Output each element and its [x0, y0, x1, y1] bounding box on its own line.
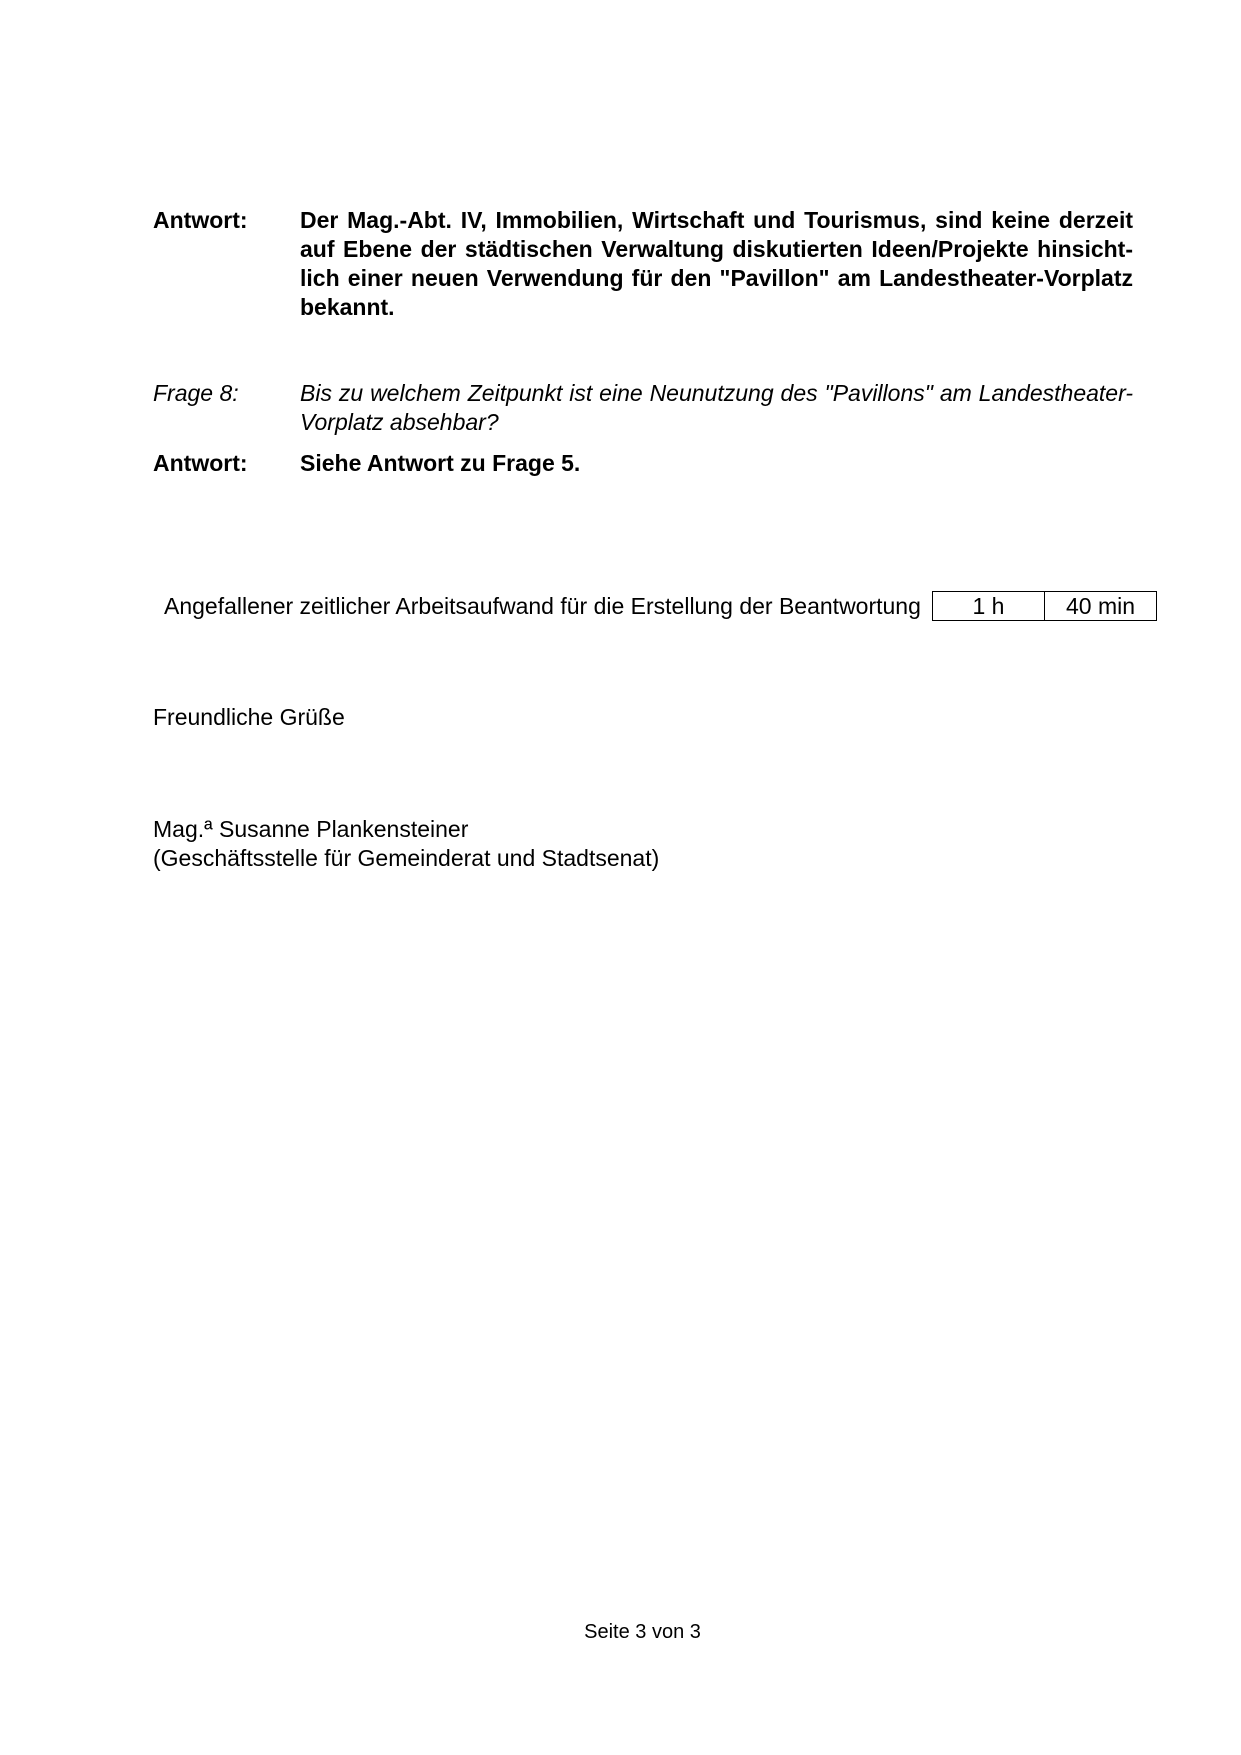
question-8-block: [153, 379, 1133, 437]
question-8-text: Bis zu welchem Zeitpunkt ist eine Neunutzung des "Pavillons" am Landestheater-Vorplatz absehbar?: [300, 380, 1133, 435]
answer-8-label: Antwort:: [153, 450, 248, 476]
question-8-label: Frage 8:: [153, 380, 239, 406]
answer-7-label: Antwort:: [153, 207, 248, 233]
answer-7-text: Der Mag.-Abt. IV, Immobilien, Wirtschaft und Tourismus, sind keine derzeit auf Ebene der städtischen Verwaltung diskutierten Ideen/Projekte hinsicht-lich einer neuen Verwendung für den "Pavillon" am Landestheater-Vorplatz bekannt.: [300, 207, 1133, 320]
greeting: Freundliche Grüße: [153, 704, 345, 730]
effort-row: [164, 591, 921, 621]
page-number-footer: Seite 3 von 3: [584, 1621, 701, 1643]
effort-hours-cell: 1 h: [972, 593, 1005, 619]
answer-8-block: [153, 449, 1133, 478]
answer-8-text: Siehe Antwort zu Frage 5.: [300, 450, 581, 476]
effort-table: [932, 591, 1157, 621]
effort-minutes-cell: 40 min: [1044, 592, 1156, 620]
signatory-office: (Geschäftsstelle für Gemeinderat und Stadtsenat): [153, 845, 660, 871]
answer-7-block: [153, 206, 1133, 322]
effort-label: Angefallener zeitlicher Arbeitsaufwand für die Erstellung der Beantwortung: [164, 592, 921, 619]
signatory-name: Mag.ª Susanne Plankensteiner: [153, 816, 469, 842]
